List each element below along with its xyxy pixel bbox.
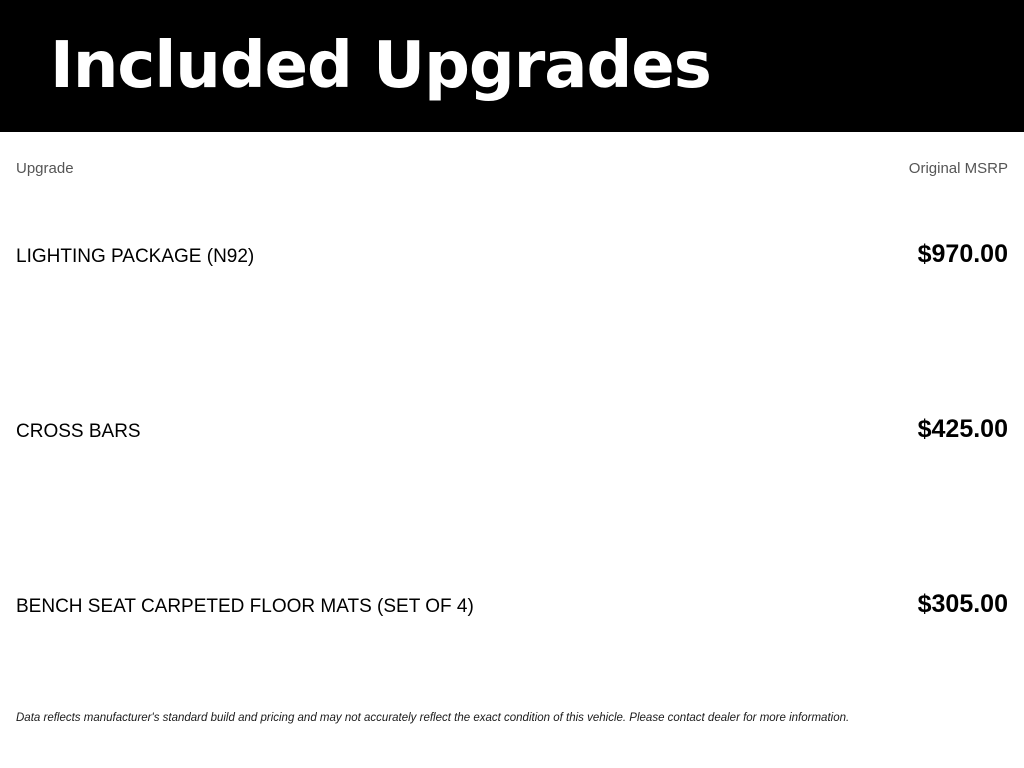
upgrade-name: BENCH SEAT CARPETED FLOOR MATS (SET OF 4): [16, 596, 474, 617]
column-header-msrp: Original MSRP: [908, 160, 1008, 177]
table-row: [16, 527, 1008, 702]
upgrades-content: [0, 132, 1024, 768]
page-header: [0, 0, 1024, 132]
disclaimer-text: Data reflects manufacturer's standard build and pricing and may not accurately reflect the exact condition of this vehicle. Please contact dealer for more information.: [16, 712, 850, 725]
page-title: Included Upgrades: [50, 29, 711, 103]
column-header-upgrade: Upgrade: [16, 160, 74, 177]
upgrades-list: [16, 177, 1008, 702]
table-row: [16, 352, 1008, 527]
table-header-row: [16, 132, 1008, 177]
upgrade-price: $425.00: [917, 415, 1008, 443]
upgrade-name: LIGHTING PACKAGE (N92): [16, 246, 255, 267]
upgrade-name: CROSS BARS: [16, 421, 141, 442]
upgrade-price: $970.00: [917, 240, 1008, 268]
table-row: [16, 177, 1008, 352]
upgrade-price: $305.00: [917, 590, 1008, 618]
